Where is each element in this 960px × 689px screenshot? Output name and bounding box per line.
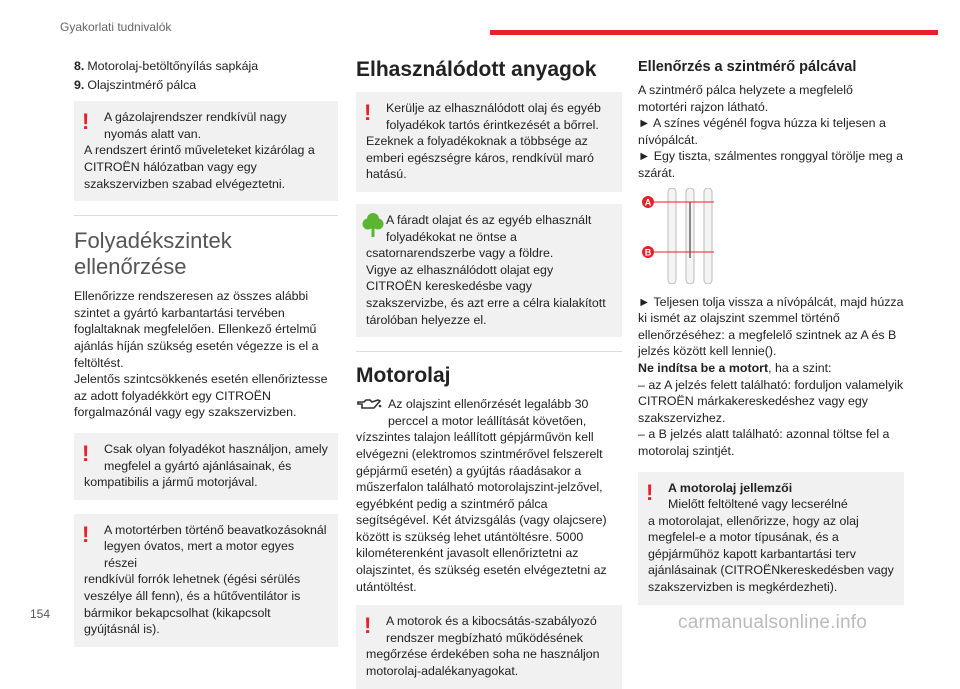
warning-icon: ! bbox=[82, 521, 90, 547]
eco-box: A fáradt olajat és az egyéb elhasznált folyadékokat ne öntse a csatornarendszerbe vagy a földre. Vigye az elhasználódott olajat egy CITROËN kereskedésbe vagy szakszervizbe, és azt erre a célra kialakított tárolóban helyezze el. bbox=[356, 204, 622, 337]
oil-paragraph: Az olajszint ellenőrzését legalább 30 perccel a motor leállítását követően, vízszintes talajon leállított gépjárművön kell elvégezni (elektromos szintmérővel felszerelt gépjármű esetén) a gyújtás ráadásakor a műszerfalon található motorolajszint-jelzővel, egyébként pedig a szintmérő pálca segítségével. Két átvizsgálás (vagy olajcsere) között is szükség lehet utántöltésre. 5000 kilométerenként javasolt ellenőriztetni az olajszintet, és szükség esetén elvégeztetni az utántöltést. bbox=[356, 397, 607, 594]
paragraph: – a B jelzés alatt található: azonnal töltse fel a motorolaj szintjét. bbox=[638, 427, 890, 458]
section-title: Folyadékszintek ellenőrzése bbox=[74, 228, 232, 280]
paragraph: Ne indítsa be a motort, ha a szint: bbox=[638, 360, 832, 375]
warning-box: ! A motorolaj jellemzői Mielőtt feltöltené vagy lecserélné a motorolajat, ellenőrizze, hogy az olaj megfelel-e a motor típusának, és a gépjárműhöz kapott karbantartási terv ajánlásainak (CITROËNkereskedésben vagy szakszervizben is megkérdezheti). bbox=[638, 472, 904, 605]
list-item: 8. Motorolaj-betöltőnyílás sapkája bbox=[74, 59, 259, 73]
divider bbox=[356, 351, 622, 352]
paragraph: A szintmérő pálca helyzete a megfelelő motortéri rajzon látható. bbox=[638, 83, 853, 114]
warning-box: ! A gázolajrendszer rendkívül nagy nyomás alatt van. A rendszert érintő műveleteket kizárólag a CITROËN hálózatban vagy egy szakszervizben szabad elvégeztetni. bbox=[74, 101, 338, 201]
divider bbox=[74, 215, 338, 216]
paragraph: ► Teljesen tolja vissza a nívópálcát, majd húzza ki ismét az olajszint szemmel történő ellenőrzéséhez: a megfelelő szintnek az A és B jelzés között kell lennie(). bbox=[638, 294, 904, 359]
running-header: Gyakorlati tudnivalók bbox=[60, 20, 172, 34]
label-b: B bbox=[644, 247, 652, 258]
warning-icon: ! bbox=[82, 109, 90, 135]
warning-icon: ! bbox=[82, 440, 90, 466]
page-number: 154 bbox=[30, 607, 51, 621]
column-2 bbox=[356, 58, 622, 689]
paragraph: ► Egy tiszta, szálmentes ronggyal törölje meg a szárát. bbox=[638, 149, 904, 180]
paragraph: – az A jelzés felett található: forduljon valamelyik CITROËN márkakereskedéshez vagy egy szakszervizhez. bbox=[638, 377, 904, 425]
column-1 bbox=[74, 58, 338, 647]
oil-can-icon bbox=[356, 396, 382, 412]
section-title: Elhasználódott anyagok bbox=[356, 58, 597, 81]
header-accent-bar bbox=[490, 30, 938, 35]
column-3 bbox=[638, 58, 904, 605]
warning-box: ! Csak olyan folyadékot használjon, amely megfelel a gyártó ajánlásainak, és kompatibilis a jármű motorjával. bbox=[74, 433, 338, 500]
eco-tree-icon bbox=[362, 212, 384, 238]
warning-icon: ! bbox=[364, 100, 372, 125]
warning-box: ! A motorok és a kibocsátás-szabályozó rendszer megbízható működésének megőrzése érdekében soha ne használjon motorolaj-adalékanyagokat. bbox=[356, 605, 622, 688]
warning-box: ! A motortérben történő beavatkozásoknál legyen óvatos, mert a motor egyes részei rendkívül forrók lehetnek (égési sérülés veszélye áll fenn), és a hűtőventilátor is bármikor bekapcsolhat (kikapcsolt gyújtásnál is). bbox=[74, 514, 338, 647]
paragraph: Jelentős szintcsökkenés esetén ellenőriztesse az adott folyadékkört egy CITROËN forgalmazónál vagy egy szakszervizben. bbox=[74, 372, 328, 420]
dipstick-diagram bbox=[638, 188, 738, 284]
section-title: Ellenőrzés a szintmérő pálcával bbox=[638, 59, 857, 75]
section-title: Motorolaj bbox=[356, 364, 451, 388]
warning-icon: ! bbox=[364, 613, 372, 639]
label-a: A bbox=[644, 197, 652, 208]
paragraph: Ellenőrizze rendszeresen az összes alábbi szintet a gyártó karbantartási tervében foglaltaknak megfelelően. Ellenkező értelmű ajánlás híján szükség esetén végezze is el a feltöltést. bbox=[74, 289, 319, 370]
warning-icon: ! bbox=[646, 479, 654, 505]
list-item: 9. Olajszintmérő pálca bbox=[74, 77, 197, 92]
paragraph: ► A színes végénél fogva húzza ki teljesen a nívópálcát. bbox=[638, 116, 886, 147]
watermark: carmanualsonline.info bbox=[678, 612, 868, 633]
warning-box: ! Kerülje az elhasználódott olaj és egyéb folyadékok tartós érintkezését a bőrrel. Ezeknek a folyadékoknak a többsége az emberi egészségre káros, rendkívül maró hatású. bbox=[356, 92, 622, 192]
